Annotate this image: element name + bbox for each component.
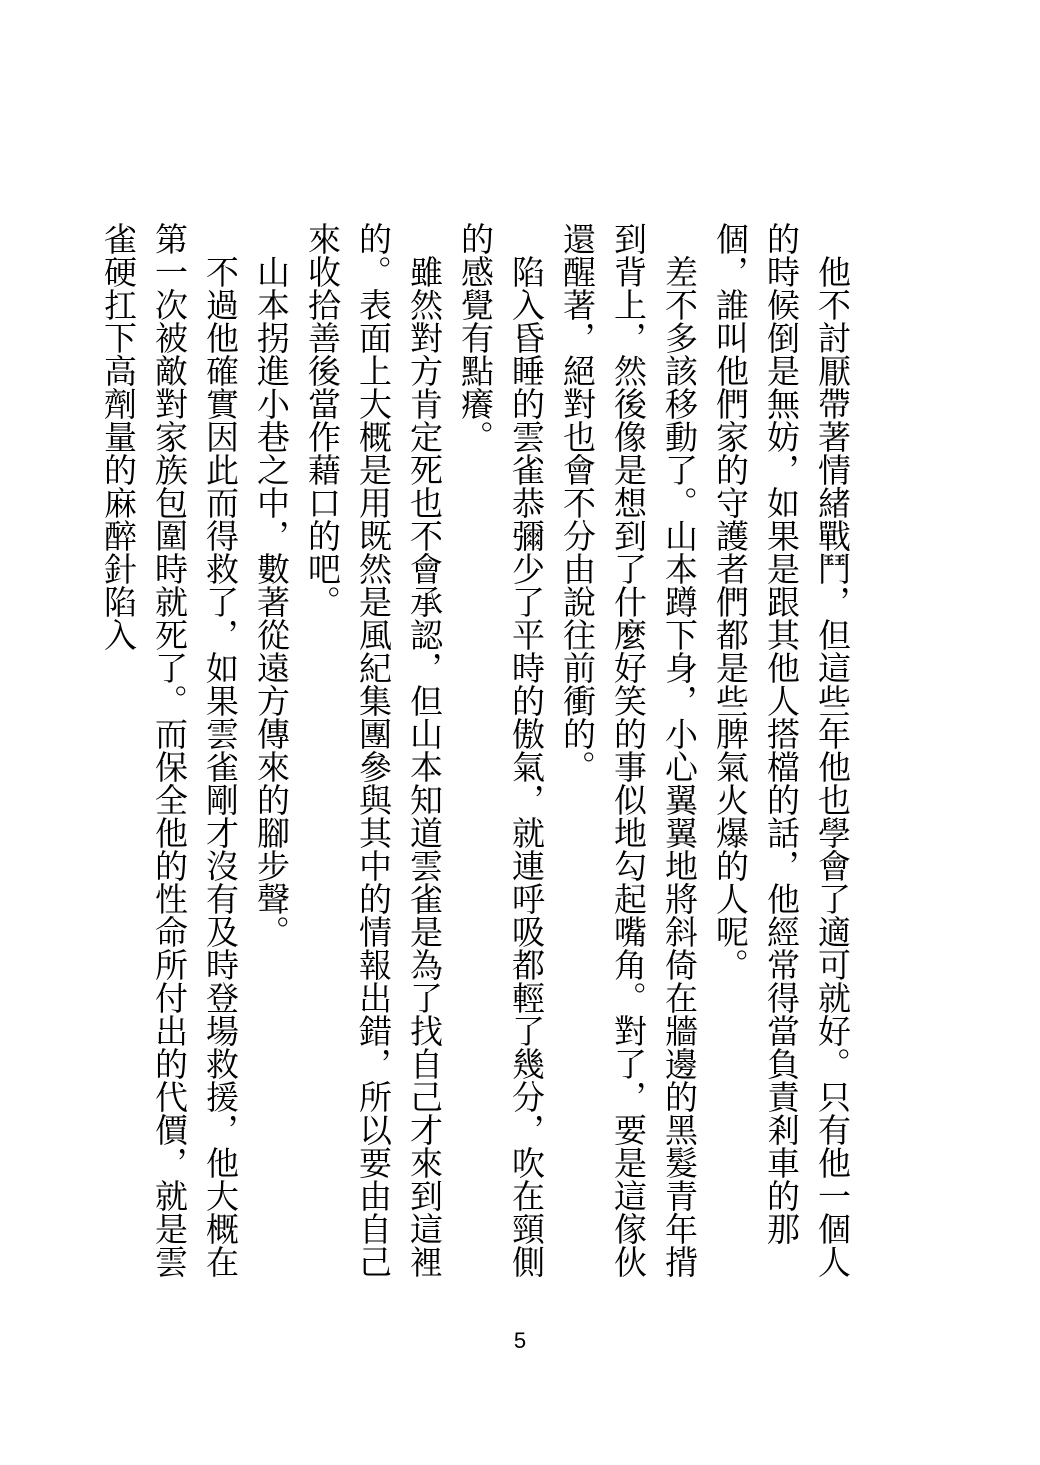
paragraph-6: 不過他確實因此而得救了，如果雲雀剛才沒有及時登場救援，他大概在第一次被敵對家族包圍時就死了。而保全他的性命所付出的代價，就是雲雀硬扛下高劑量的麻醉針陷入 [99, 222, 240, 1278]
paragraph-5: 山本拐進小巷之中，數著從遠方傳來的腳步聲。 [252, 255, 291, 948]
paragraph-2: 差不多該移動了。山本蹲下身，小心翼翼地將斜倚在牆邊的黑髮青年揹到背上，然後像是想到了什麼好笑的事似地勾起嘴角。對了，要是這傢伙還醒著，絕對也會不分由說往前衝的。 [558, 222, 699, 1278]
paragraph-3: 陷入昏睡的雲雀恭彌少了平時的傲氣，就連呼吸都輕了幾分，吹在頸側的感覺有點癢。 [456, 222, 546, 1278]
paragraph-1: 他不討厭帶著情緒戰鬥，但這些年他也學會了適可就好。只有他一個人的時候倒是無妨，如果是跟其他人搭檔的話，他經常得當負責剎車的那個，誰叫他們家的守護者們都是些脾氣火爆的人呢。 [711, 222, 852, 1278]
paragraph-4: 雖然對方肯定死也不會承認，但山本知道雲雀是為了找自己才來到這裡的。表面上大概是用既然是風紀集團參與其中的情報出錯，所以要由自己來收拾善後當作藉口的吧。 [303, 222, 444, 1278]
page-number: 5 [513, 1328, 527, 1353]
vertical-text-body [93, 222, 858, 1302]
